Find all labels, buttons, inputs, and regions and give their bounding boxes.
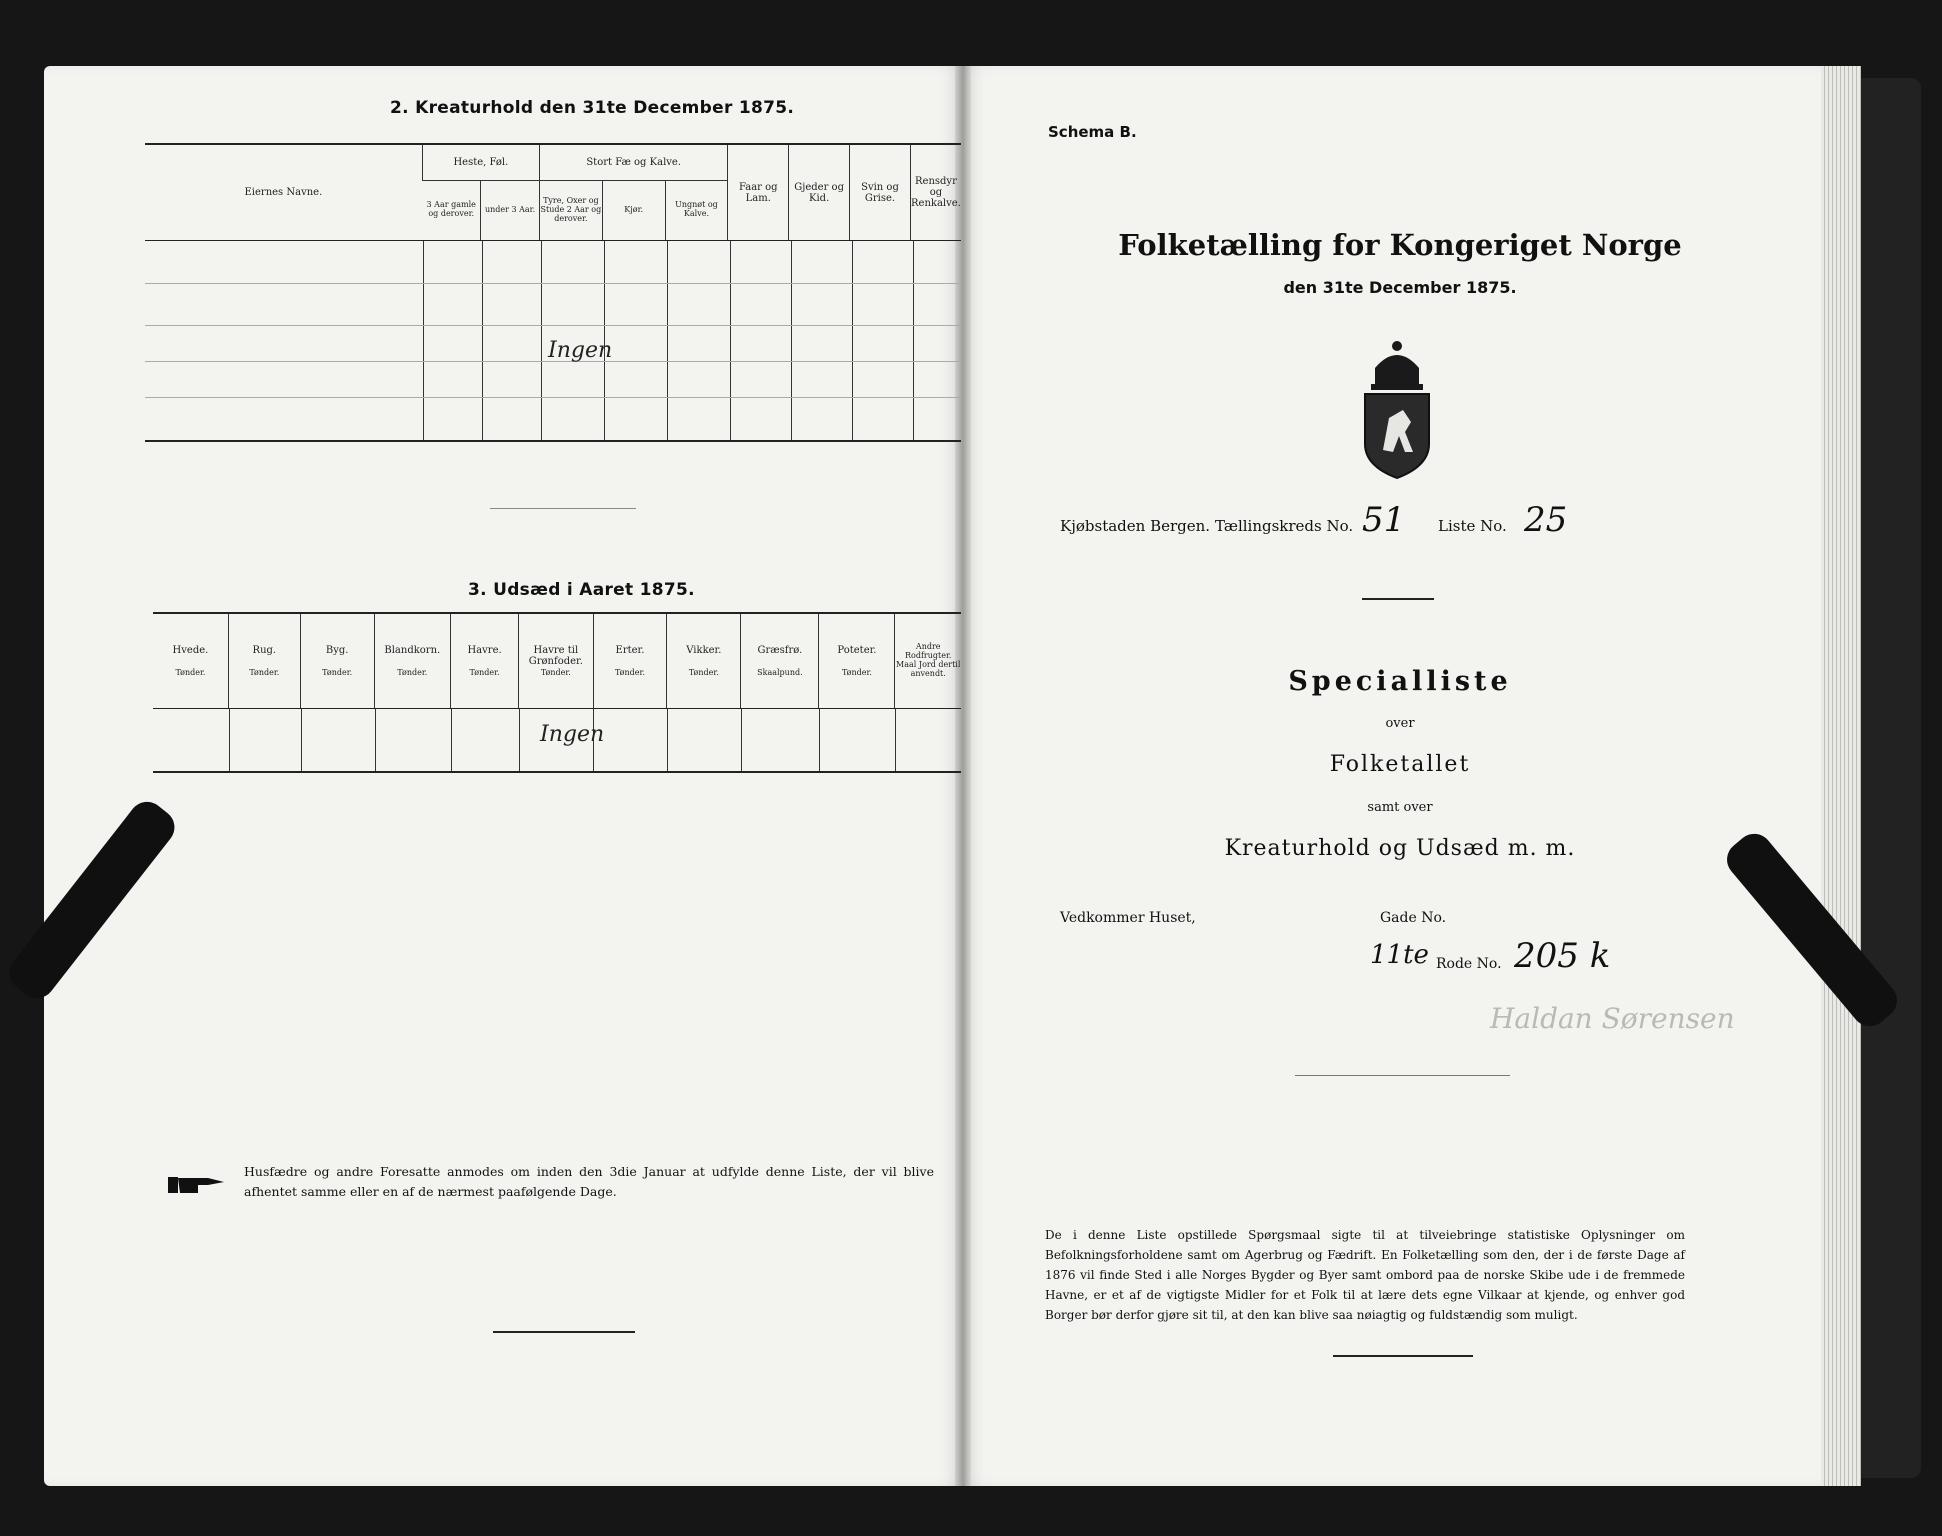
samt-over-text: samt over — [1367, 800, 1433, 815]
kreatur-ingen-entry: Ingen — [548, 338, 613, 363]
gade-label: Gade No. — [1380, 910, 1447, 926]
right-divider-1 — [1362, 598, 1434, 600]
udsaed-col-vikker: Vikker. Tønder. — [667, 614, 741, 708]
kreatur-table-bottom-rule — [145, 440, 961, 442]
udsaed-col-blandkorn: Blandkorn. Tønder. — [374, 614, 450, 708]
section3-title: 3. Udsæd i Aaret 1875. — [468, 580, 695, 600]
rode-number: 205 k — [1514, 936, 1611, 976]
right-end-rule — [1333, 1355, 1473, 1357]
kreatur-header — [145, 145, 961, 240]
faar-header: Faar og Lam. — [728, 145, 789, 240]
heste-header: Heste, Føl. — [422, 145, 539, 180]
udsaed-col-rug: Rug. Tønder. — [228, 614, 300, 708]
udsaed-ingen-entry: Ingen — [540, 722, 605, 747]
section2-title: 2. Kreaturhold den 31te December 1875. — [390, 98, 795, 118]
udsaed-header — [153, 614, 961, 708]
udsaed-col-hvede: Hvede. Tønder. — [172, 644, 209, 677]
udsaed-col-graesfro: Græsfrø. Skaalpund. — [741, 614, 819, 708]
owner-name-faded: Haldan Sørensen — [1490, 1002, 1735, 1035]
rensdyr-header: Rensdyr og Renkalve. — [910, 145, 961, 240]
divider-1 — [490, 508, 636, 509]
norwegian-coat-of-arms-icon — [1355, 340, 1439, 480]
left-end-rule — [493, 1331, 635, 1333]
kreaturhold-udsaed-text: Kreaturhold og Udsæd m. m. — [1224, 836, 1576, 861]
udsaed-col-andre: Andre Rodfrugter. Maal Jord dertil anvendt. — [895, 614, 961, 708]
tyre-header: Tyre, Oxer og Stude 2 Aar og derover. — [539, 180, 602, 240]
right-notice: De i denne Liste opstillede Spørgsmaal sigte til at tilveiebringe statistiske Oplysninger om Befolkningsforholdene samt om Agerbrug og Fædrift. En Folketælling som den, der i de første Dage af 1876 vil finde Sted i alle Norges Bygder og Byer samt ombord paa de norske Skibe ude i de fremmede Havne, er et af de vigtigste Midler for et Folk til at lære dets egne Vilkaar at kjende, og enhver god Borger bør derfor gjøre sit til, at den kan blive saa nøiagtig og fuldstændig som muligt. — [1045, 1228, 1685, 1322]
heste-under3-header: under 3 Aar. — [481, 180, 540, 240]
stort-fae-header: Stort Fæ og Kalve. — [539, 145, 727, 180]
udsaed-col-havre-gronfoder: Havre til Grønfoder. Tønder. — [519, 614, 593, 708]
gjeder-header: Gjeder og Kid. — [789, 145, 850, 240]
specialliste-heading: Specialliste — [1288, 666, 1512, 697]
ungnot-header: Ungnøt og Kalve. — [665, 180, 728, 240]
rode-label: Rode No. — [1436, 956, 1502, 972]
schema-label: Schema B. — [1048, 123, 1137, 141]
heste-3aar-header: 3 Aar gamle og derover. — [426, 200, 476, 219]
right-divider-2 — [1295, 1075, 1510, 1076]
svin-header: Svin og Grise. — [850, 145, 911, 240]
liste-number: 25 — [1524, 500, 1568, 540]
folketallet-text: Folketallet — [1329, 752, 1471, 777]
over-text: over — [1385, 716, 1415, 731]
udsaed-col-havre: Havre. Tønder. — [451, 614, 519, 708]
page-edges — [1821, 66, 1861, 1486]
udsaed-table-bottom-rule — [153, 771, 961, 773]
udsaed-col-byg: Byg. Tønder. — [300, 614, 374, 708]
book-cover-edge — [1861, 78, 1921, 1478]
kjor-header: Kjør. — [602, 180, 665, 240]
udsaed-col-poteter: Poteter. Tønder. — [819, 614, 895, 708]
left-notice: Husfædre og andre Foresatte anmodes om inden den 3die Januar at udfylde denne Liste, der vil blive afhentet samme eller en af de nærmest paafølgende Dage. — [244, 1164, 934, 1199]
vedkommer-huset-label: Vedkommer Huset, — [1060, 910, 1196, 926]
rode-prefix: 11te — [1370, 940, 1429, 970]
kreds-number: 51 — [1362, 500, 1406, 540]
census-title: Folketælling for Kongeriget Norge — [1118, 228, 1682, 262]
kreds-label: Tællingskreds No. — [1215, 517, 1354, 535]
udsaed-col-erter: Erter. Tønder. — [593, 614, 667, 708]
census-date: den 31te December 1875. — [1283, 278, 1517, 297]
owner-header: Eiernes Navne. — [244, 187, 323, 198]
pointing-hand-icon — [168, 1172, 226, 1198]
kjobstad-label: Kjøbstaden Bergen. — [1060, 517, 1211, 535]
liste-label: Liste No. — [1438, 517, 1507, 535]
